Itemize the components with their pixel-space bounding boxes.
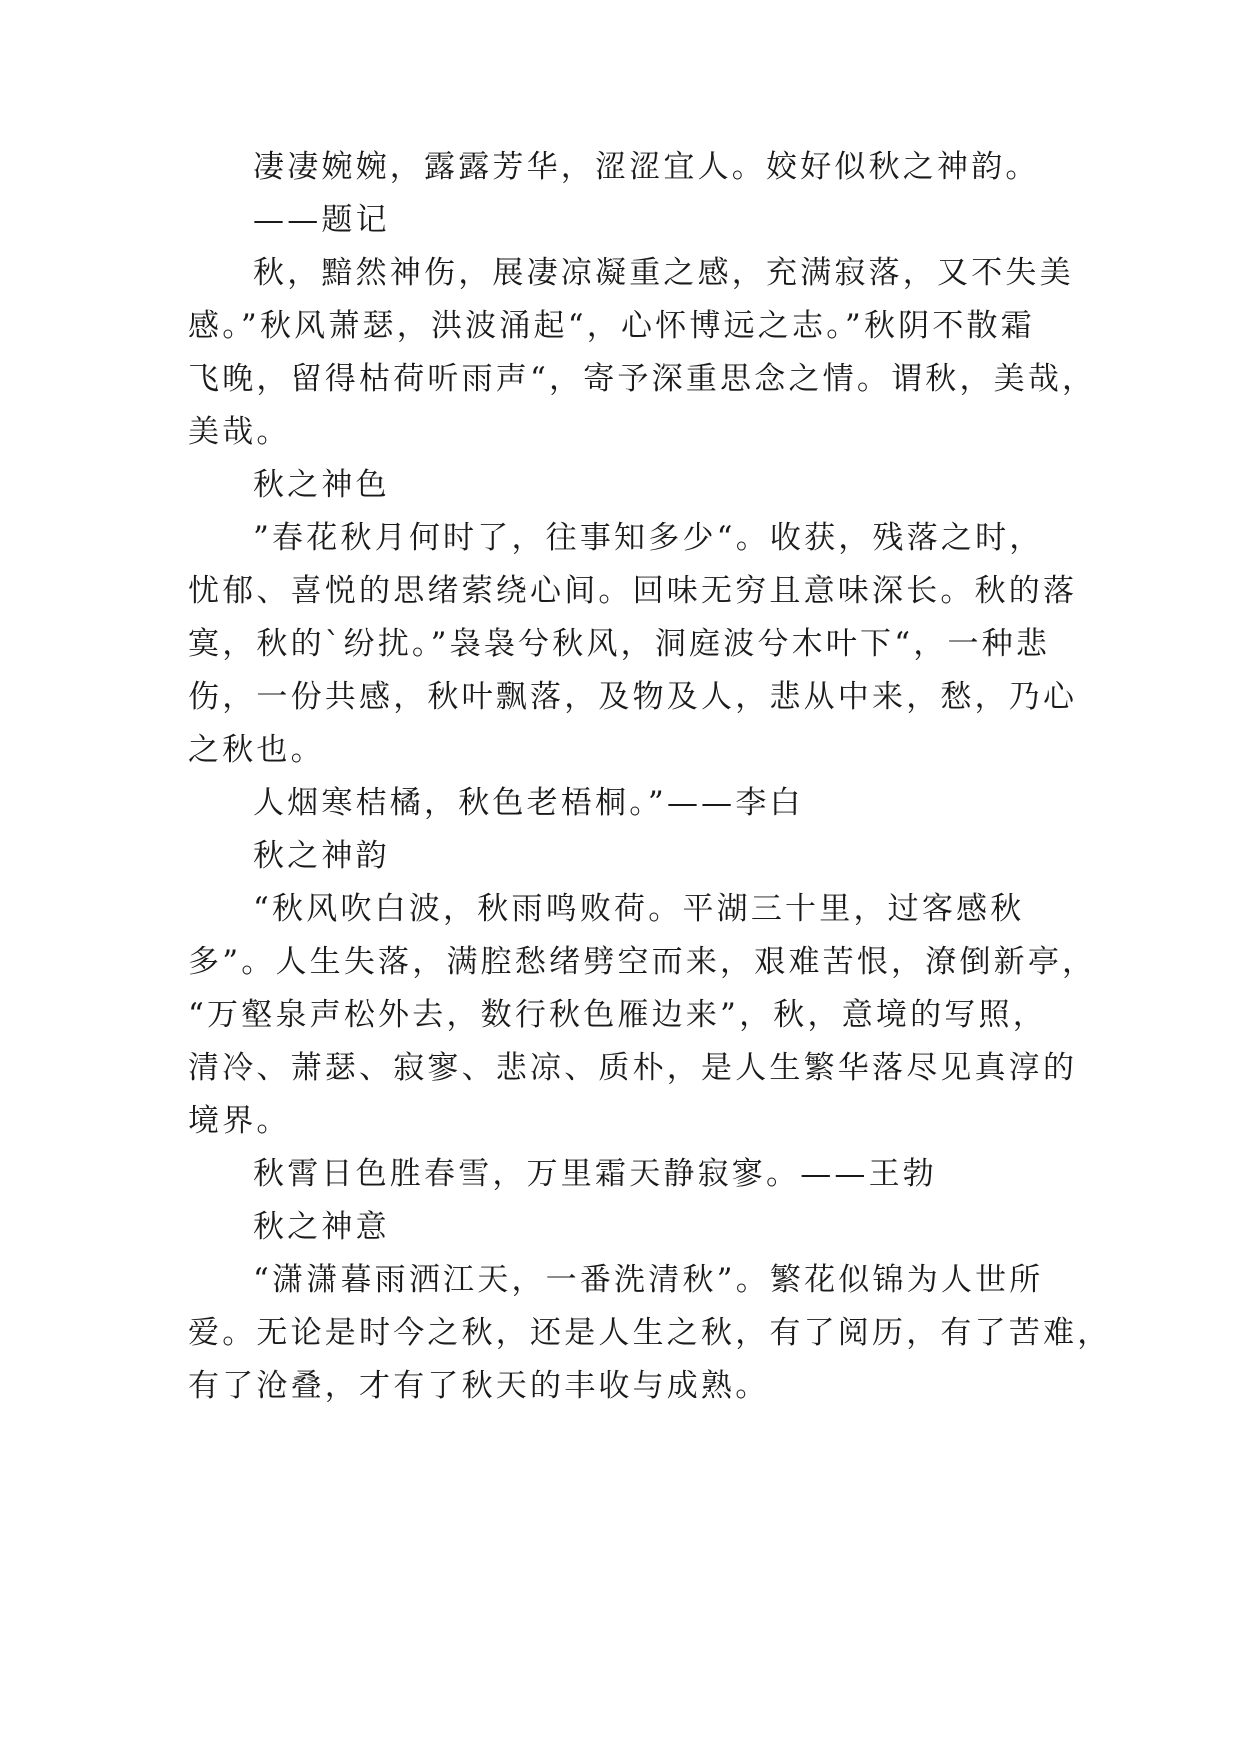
paragraph-line: “万壑泉声松外去，数行秋色雁边来”，秋，意境的写照， (188, 997, 1047, 1033)
epigraph-attribution: ——题记 (253, 202, 390, 238)
paragraph-line: 爱。无论是时今之秋，还是人生之秋，有了阅历，有了苦难， (188, 1315, 1112, 1351)
paragraph-line: 多”。人生失落，满腔愁绪劈空而来，艰难苦恨，潦倒新亭， (188, 944, 1097, 980)
paragraph-line: 秋，黯然神伤，展凄凉凝重之感，充满寂落，又不失美 (253, 255, 1074, 291)
paragraph-line: 伤，一份共感，秋叶飘落，及物及人，悲从中来，愁，乃心 (188, 679, 1078, 715)
paragraph-line: 境界。 (188, 1103, 291, 1139)
section-heading: 秋之神色 (253, 467, 390, 503)
paragraph-line: ”春花秋月何时了，往事知多少“。收获，残落之时， (253, 520, 1044, 556)
paragraph-line: 之秋也。 (188, 732, 325, 768)
paragraph-line: 美哉。 (188, 414, 291, 450)
epigraph-text: 凄凄婉婉，露露芳华，涩涩宜人。姣好似秋之神韵。 (253, 149, 1040, 185)
paragraph-line: 飞晚，留得枯荷听雨声“，寄予深重思念之情。谓秋，美哉， (188, 361, 1097, 397)
section-heading: 秋之神韵 (253, 838, 390, 874)
paragraph-line: 忧郁、喜悦的思绪萦绕心间。回味无穷且意味深长。秋的落 (188, 573, 1078, 609)
paragraph-line: 寞，秋的`纷扰。”袅袅兮秋风，洞庭波兮木叶下“，一种悲 (188, 626, 1051, 662)
section-heading: 秋之神意 (253, 1209, 390, 1245)
paragraph-line: “秋风吹白波，秋雨鸣败荷。平湖三十里，过客感秋 (253, 891, 1025, 927)
paragraph-line: 有了沧叠，才有了秋天的丰收与成熟。 (188, 1368, 770, 1404)
quote-line: 人烟寒桔橘，秋色老梧桐。”——李白 (253, 785, 804, 821)
paragraph-line: 清冷、萧瑟、寂寥、悲凉、质朴，是人生繁华落尽见真淳的 (188, 1050, 1078, 1086)
quote-line: 秋霄日色胜春雪，万里霜天静寂寥。——王勃 (253, 1156, 937, 1192)
paragraph-line: 感。”秋风萧瑟，洪波涌起“，心怀博远之志。”秋阴不散霜 (188, 308, 1035, 344)
paragraph-line: “潇潇暮雨洒江天，一番洗清秋”。繁花似锦为人世所 (253, 1262, 1044, 1298)
